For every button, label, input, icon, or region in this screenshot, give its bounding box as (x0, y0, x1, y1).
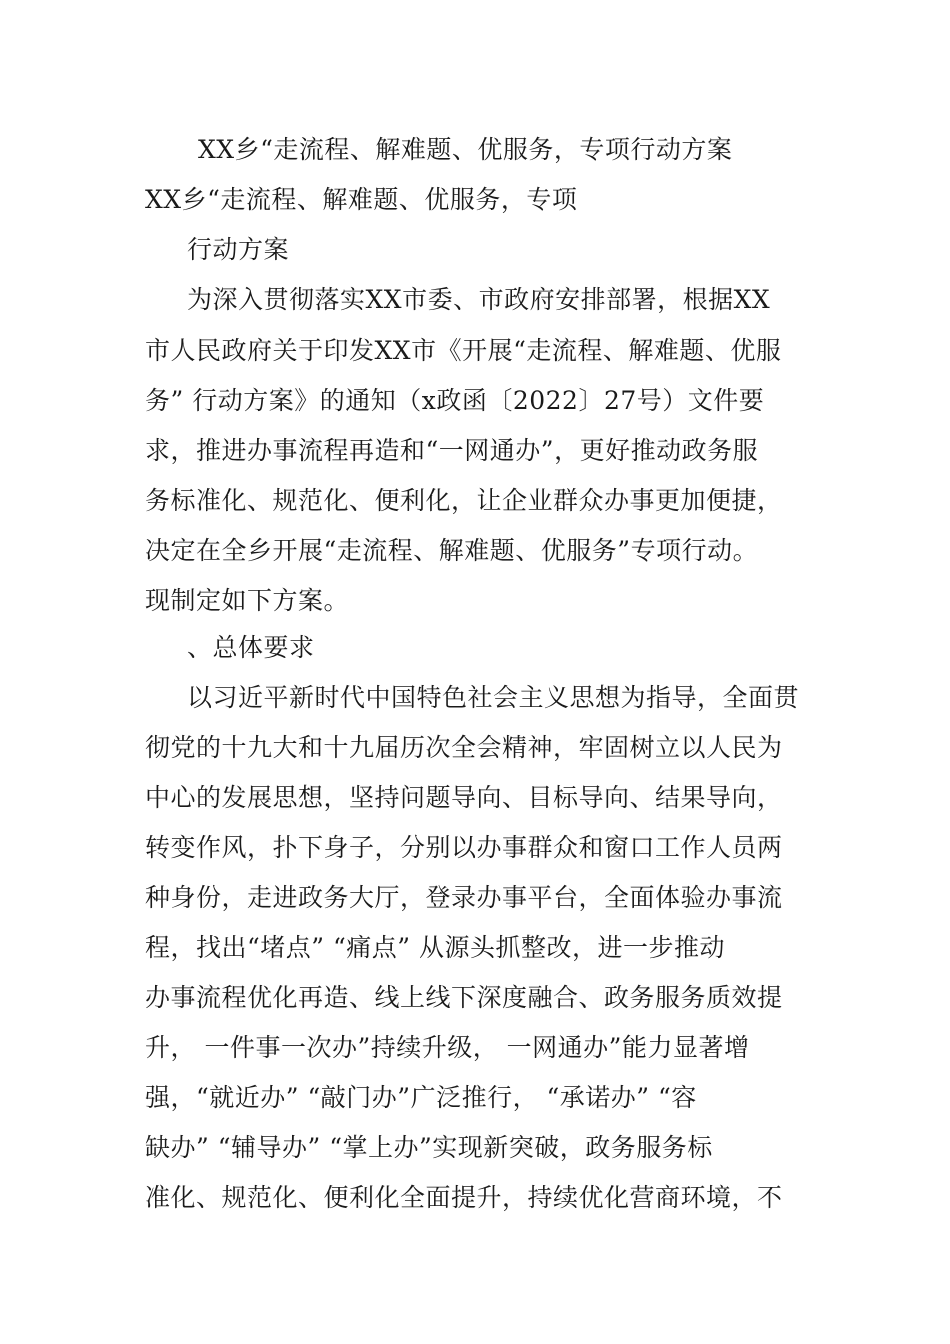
body-line: 转变作风，扑下身子，分别以办事群众和窗口工作人员两 (145, 833, 783, 862)
body-line: 种身份，走进政务大厅，登录办事平台，全面体验办事流 (145, 883, 783, 912)
document-subtitle-line-1: XX乡“走流程、解难题、优服务，专项 (145, 185, 578, 214)
intro-line: 为深入贯彻落实XX市委、市政府安排部署，根据XX (187, 285, 771, 314)
body-line: 彻党的十九大和十九届历次全会精神，牢固树立以人民为 (145, 733, 783, 762)
body-line: 升， 一件事一次办”持续升级， 一网通办”能力显著增 (145, 1033, 750, 1062)
intro-line: 市人民政府关于印发XX市《开展“走流程、解难题、优服 (145, 336, 782, 365)
document-subtitle-line-2: 行动方案 (187, 235, 290, 264)
intro-line: 求，推进办事流程再造和“一网通办”，更好推动政务服 (145, 436, 759, 465)
body-line: 中心的发展思想，坚持问题导向、目标导向、结果导向， (145, 783, 783, 812)
intro-line: 现制定如下方案。 (145, 586, 350, 615)
document-title: XX乡“走流程、解难题、优服务，专项行动方案 (198, 135, 733, 164)
intro-line: 务标准化、规范化、便利化，让企业群众办事更加便捷， (145, 486, 783, 515)
body-line: 以习近平新时代中国特色社会主义思想为指导，全面贯 (187, 683, 800, 712)
section-heading: 、总体要求 (187, 633, 315, 662)
body-line: 准化、规范化、便利化全面提升，持续优化营商环境，不 (145, 1183, 783, 1212)
intro-line: 务” 行动方案》的通知（x政函〔2022〕27号）文件要 (145, 386, 765, 415)
intro-line: 决定在全乡开展“走流程、解难题、优服务”专项行动。 (145, 536, 759, 565)
body-line: 缺办” “辅导办” “掌上办”实现新突破，政务服务标 (145, 1133, 713, 1162)
body-line: 强，“就近办” “敲门办”广泛推行， “承诺办” “容 (145, 1083, 697, 1112)
body-line: 程，找出“堵点” “痛点” 从源头抓整改，进一步推动 (145, 933, 726, 962)
body-line: 办事流程优化再造、线上线下深度融合、政务服务质效提 (145, 983, 783, 1012)
